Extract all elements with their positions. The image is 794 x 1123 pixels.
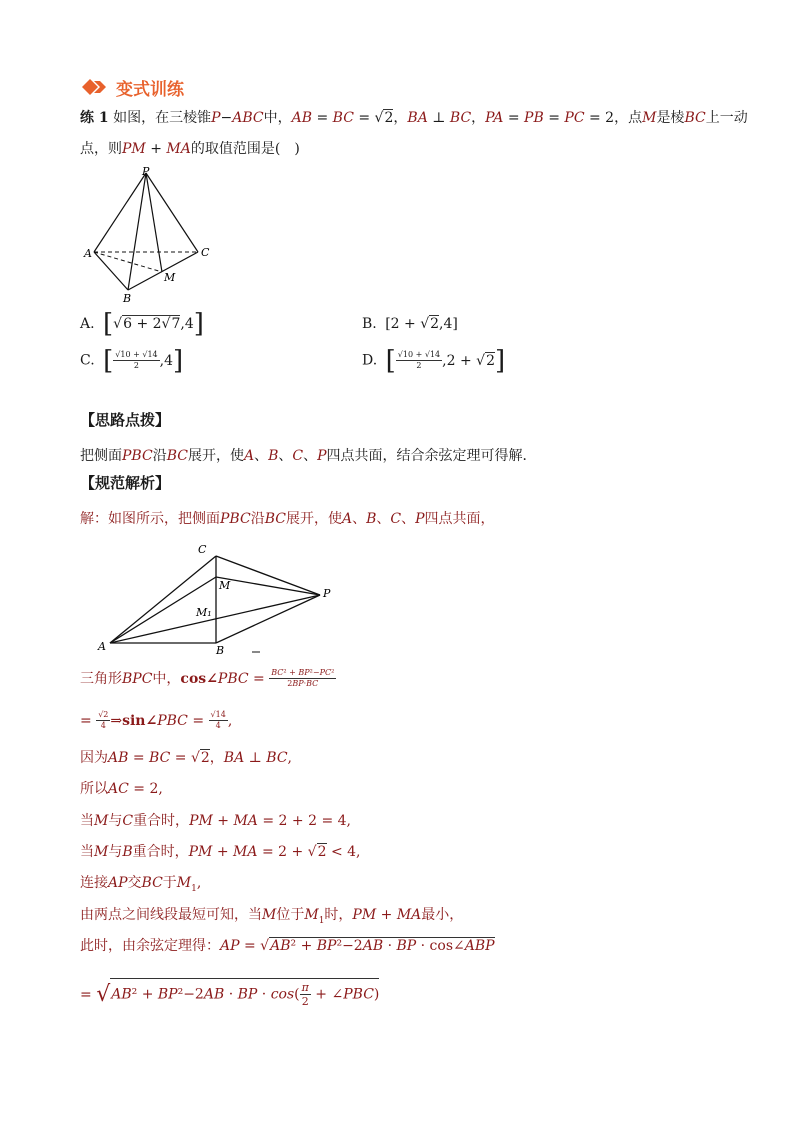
option-c[interactable] xyxy=(80,345,184,376)
fig1-label-b: B xyxy=(123,292,132,305)
step6-render: 当M与B重合时，PM + MA = 2 + √2 < 4, xyxy=(80,844,361,860)
solution-step-8 xyxy=(80,905,463,931)
fig1-label-a: A xyxy=(84,247,92,260)
step8-render: 由两点之间线段最短可知，当M位于$M_1$时，PM + MA最小， xyxy=(80,907,464,926)
step9-render: 此时，由余弦定理得：AP = √AB² + BP²−2AB · BP · cos∠ABP xyxy=(80,938,495,954)
solution-step-7 xyxy=(80,873,201,899)
solution-step-3 xyxy=(80,748,292,768)
solution-intro xyxy=(80,509,495,529)
solution-title: 【规范解析】 xyxy=(80,474,171,492)
step1-render: 三角形BPC中，cos∠PBC = $\frac{\text{BC² + BP²−PC²}}{2BP\cdot BC}$ xyxy=(80,668,335,688)
pyramid-figure xyxy=(80,165,220,305)
problem-label: 练 1 xyxy=(80,110,109,126)
step7-render: 连接AP交BC于$M_1$, xyxy=(80,875,202,894)
step10-render: = √AB² + BP²−2AB · BP · cos( $\frac{\pi}{2}$ + ∠PBC) xyxy=(80,987,379,1003)
hint-text-render: 把侧面PBC沿BC展开，使A、B、C、P四点共面，结合余弦定理可得解． xyxy=(80,448,537,464)
step3-render: 因为AB = BC = √2，BA ⊥ BC, xyxy=(80,750,292,766)
fig2-label-a: A xyxy=(98,640,106,653)
option-a[interactable] xyxy=(80,309,204,339)
fig1-label-m: M xyxy=(164,271,176,284)
problem-line-2 xyxy=(80,139,300,159)
option-c-render: [ $\frac{√10 + √14}{2}$ ,4] xyxy=(103,345,184,376)
step4-render: 所以AC = 2, xyxy=(80,781,163,797)
fig1-label-p: P xyxy=(142,165,150,178)
solution-intro-render: 解：如图所示，把侧面PBC沿BC展开，使A、B、C、P四点共面， xyxy=(80,511,495,527)
hint-title: 【思路点拨】 xyxy=(80,411,171,429)
step5-render: 当M与C重合时，PM + MA = 2 + 2 = 4, xyxy=(80,813,351,829)
solution-step-10 xyxy=(80,978,379,1008)
option-a-render: [√6 + 2√7,4] xyxy=(103,309,204,339)
solution-step-1 xyxy=(80,668,336,689)
option-d-render: [ $\frac{√10 + √14}{2}$ ,2 + √2] xyxy=(385,345,506,376)
hint-text xyxy=(80,446,537,466)
option-d[interactable] xyxy=(362,345,506,376)
solution-step-2 xyxy=(80,710,232,731)
solution-step-6 xyxy=(80,842,361,862)
fig2-label-c: C xyxy=(198,543,207,556)
fig2-label-m: M xyxy=(219,579,231,592)
header-title: 变式训练 xyxy=(116,79,184,100)
option-b[interactable] xyxy=(362,314,458,334)
option-b-render: [2 + √2,4] xyxy=(385,316,458,332)
option-b-letter: B. xyxy=(362,316,377,332)
problem-line2-render: 点，则PM + MA的取值范围是( ) xyxy=(80,141,300,157)
step2-render: = $\frac{√2}{4}$ ⇒sin∠PBC = $\frac{√14}{4}$ , xyxy=(80,710,233,730)
problem-line1-render: 如图，在三棱锥P−ABC中，AB = BC = √2，BA ⊥ BC，PA = PB = PC = 2，点M是棱BC上一动 xyxy=(113,110,748,126)
double-chevron-icon xyxy=(82,79,112,95)
unfolded-figure xyxy=(90,540,350,658)
fig2-label-b: B xyxy=(216,644,225,657)
solution-step-5 xyxy=(80,811,351,831)
problem-line-1 xyxy=(80,108,748,128)
fig1-label-c: C xyxy=(201,246,210,259)
solution-step-4 xyxy=(80,779,163,799)
fig2-label-m1: M₁ xyxy=(196,606,212,619)
option-a-letter: A. xyxy=(80,316,95,332)
fig2-label-p: P xyxy=(323,587,331,600)
section-header xyxy=(82,76,184,98)
solution-step-9 xyxy=(80,936,495,956)
option-d-letter: D. xyxy=(362,352,378,369)
option-c-letter: C. xyxy=(80,352,95,369)
